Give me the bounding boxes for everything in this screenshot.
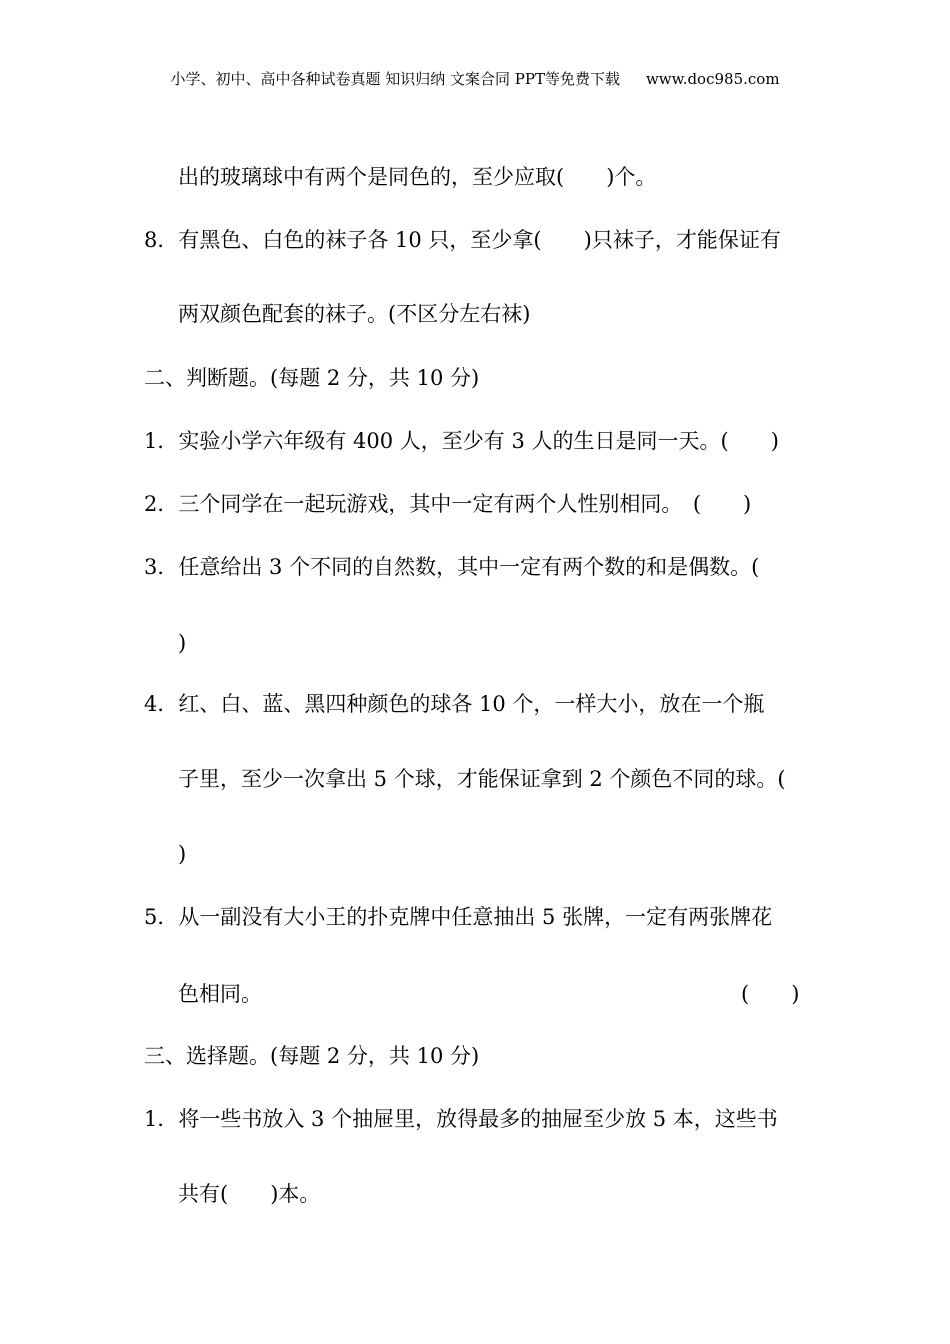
choice-question-1-continuation: 共有( )本。 — [178, 1182, 321, 1206]
page-header — [0, 68, 950, 89]
judgment-question-2: 2．三个同学在一起玩游戏，其中一定有两个人性别相同。 ( ) — [144, 492, 752, 516]
judgment-question-1: 1．实验小学六年级有 400 人，至少有 3 人的生日是同一天。( ) — [144, 429, 779, 453]
judgment-question-3-paren: ) — [178, 631, 187, 655]
header-website: www.doc985.com — [645, 70, 780, 88]
question-8-continuation: 两双颜色配套的袜子。(不区分左右袜) — [178, 302, 531, 326]
section-title-choice: 三、选择题。(每题 2 分，共 10 分) — [144, 1044, 480, 1068]
section-title-judgment: 二、判断题。(每题 2 分，共 10 分) — [144, 366, 480, 390]
judgment-question-4-continuation: 子里，至少一次拿出 5 个球，才能保证拿到 2 个颜色不同的球。( — [178, 767, 786, 791]
question-8: 8．有黑色、白色的袜子各 10 只，至少拿( )只袜子，才能保证有 — [144, 228, 781, 252]
judgment-question-5-answer-paren: ( ) — [741, 982, 800, 1006]
judgment-question-5: 5．从一副没有大小王的扑克牌中任意抽出 5 张牌，一定有两张牌花 — [144, 905, 773, 929]
judgment-question-4: 4．红、白、蓝、黑四种颜色的球各 10 个，一样大小，放在一个瓶 — [144, 692, 765, 716]
judgment-question-3: 3．任意给出 3 个不同的自然数，其中一定有两个数的和是偶数。( — [144, 555, 760, 579]
question-7-continuation: 出的玻璃球中有两个是同色的，至少应取( )个。 — [178, 165, 657, 189]
judgment-question-4-paren: ) — [178, 842, 187, 866]
judgment-question-5-continuation: 色相同。 — [178, 982, 262, 1006]
choice-question-1: 1．将一些书放入 3 个抽屉里，放得最多的抽屉至少放 5 本，这些书 — [144, 1107, 778, 1131]
header-promo-text: 小学、初中、高中各种试卷真题 知识归纳 文案合同 PPT等免费下载 — [170, 70, 620, 88]
